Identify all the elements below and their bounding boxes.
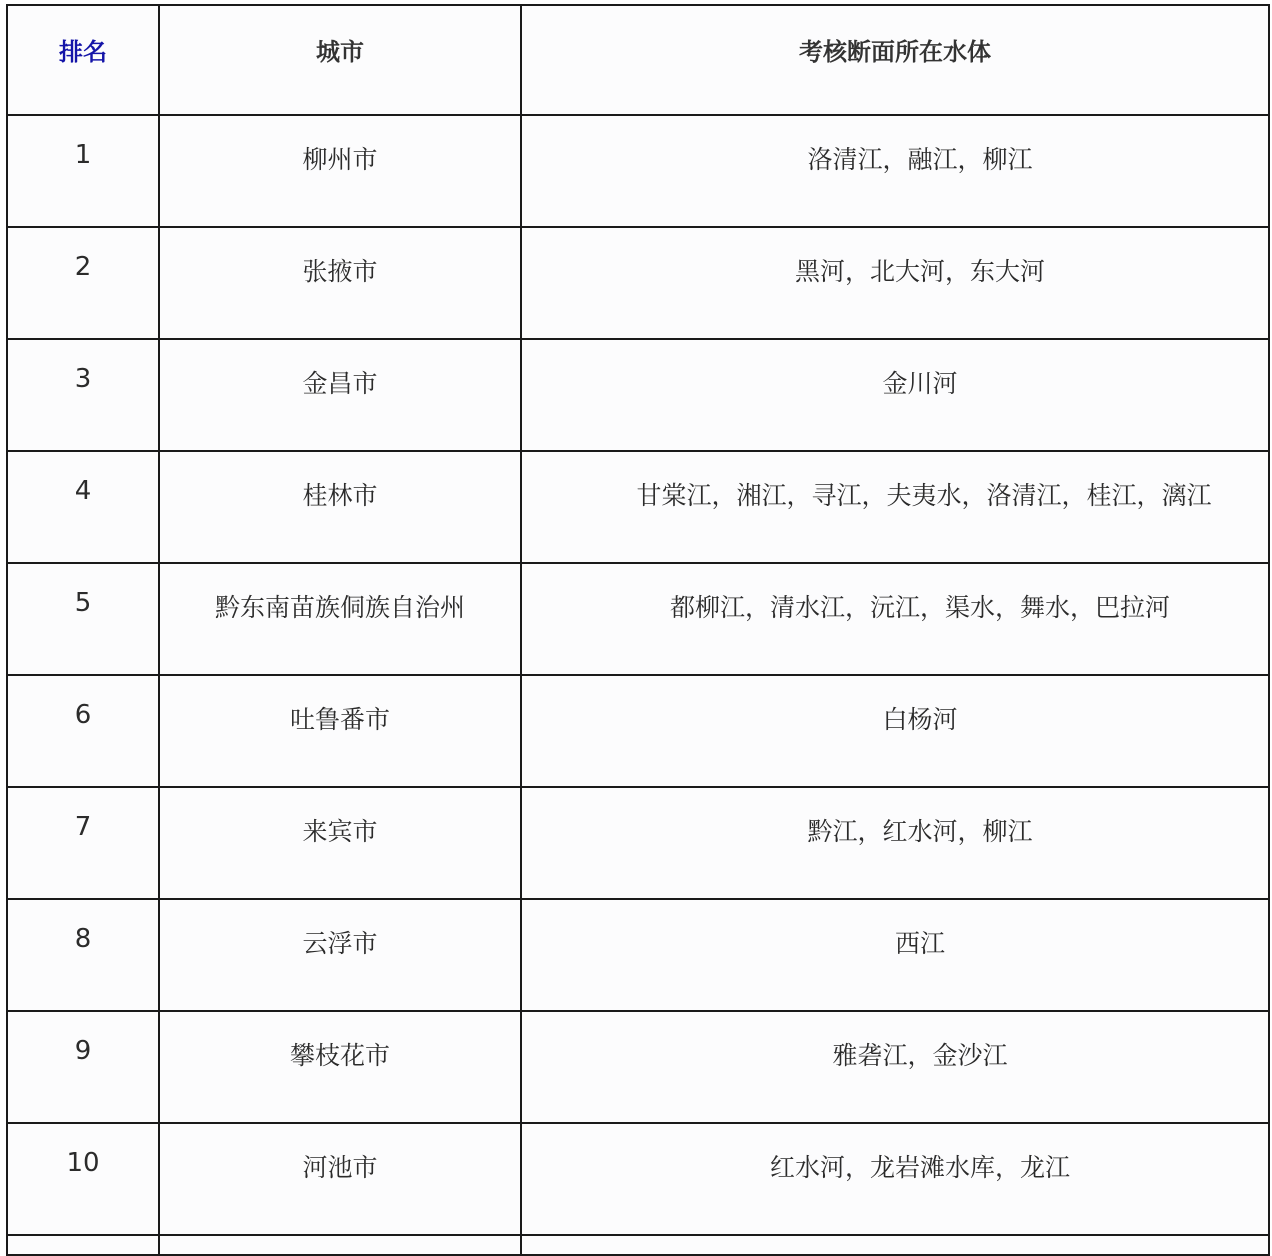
table-row xyxy=(7,115,1269,227)
water-body-cell: 金川河 xyxy=(521,339,1269,451)
rank-cell: 3 xyxy=(7,339,159,451)
table-row-cut-off xyxy=(7,1235,1269,1255)
header-rank: 排名 xyxy=(7,5,159,115)
table-row xyxy=(7,1123,1269,1235)
ranking-table-container xyxy=(6,4,1268,1256)
city-cell: 云浮市 xyxy=(159,899,521,1011)
table-row xyxy=(7,563,1269,675)
table-row xyxy=(7,899,1269,1011)
city-cell: 吐鲁番市 xyxy=(159,675,521,787)
rank-cell: 8 xyxy=(7,899,159,1011)
table-row xyxy=(7,227,1269,339)
rank-cell: 1 xyxy=(7,115,159,227)
rank-cell: 6 xyxy=(7,675,159,787)
rank-cell: 9 xyxy=(7,1011,159,1123)
city-cell: 金昌市 xyxy=(159,339,521,451)
table-row xyxy=(7,451,1269,563)
table-header-row xyxy=(7,5,1269,115)
rank-cell: 7 xyxy=(7,787,159,899)
table-row xyxy=(7,787,1269,899)
city-cell: 桂林市 xyxy=(159,451,521,563)
water-body-cell: 黔江，红水河，柳江 xyxy=(521,787,1269,899)
city-cell: 攀枝花市 xyxy=(159,1011,521,1123)
city-cell: 张掖市 xyxy=(159,227,521,339)
table-row xyxy=(7,339,1269,451)
water-body-cell: 都柳江，清水江，沅江，渠水，舞水，巴拉河 xyxy=(521,563,1269,675)
water-body-cell: 甘棠江，湘江，寻江，夫夷水，洛清江，桂江，漓江 xyxy=(521,451,1269,563)
water-body-cell: 白杨河 xyxy=(521,675,1269,787)
water-quality-ranking-table xyxy=(6,4,1270,1256)
city-cell: 黔东南苗族侗族自治州 xyxy=(159,563,521,675)
city-cell: 来宾市 xyxy=(159,787,521,899)
city-cell-empty xyxy=(159,1235,521,1255)
water-body-cell: 西江 xyxy=(521,899,1269,1011)
city-cell: 河池市 xyxy=(159,1123,521,1235)
water-body-cell-empty xyxy=(521,1235,1269,1255)
city-cell: 柳州市 xyxy=(159,115,521,227)
rank-cell: 5 xyxy=(7,563,159,675)
water-body-cell: 洛清江，融江，柳江 xyxy=(521,115,1269,227)
water-body-cell: 黑河，北大河，东大河 xyxy=(521,227,1269,339)
rank-cell: 10 xyxy=(7,1123,159,1235)
rank-cell: 4 xyxy=(7,451,159,563)
table-row xyxy=(7,675,1269,787)
table-row xyxy=(7,1011,1269,1123)
water-body-cell: 雅砻江，金沙江 xyxy=(521,1011,1269,1123)
water-body-cell: 红水河，龙岩滩水库，龙江 xyxy=(521,1123,1269,1235)
header-water-body: 考核断面所在水体 xyxy=(521,5,1269,115)
rank-cell-empty xyxy=(7,1235,159,1255)
header-city: 城市 xyxy=(159,5,521,115)
rank-cell: 2 xyxy=(7,227,159,339)
